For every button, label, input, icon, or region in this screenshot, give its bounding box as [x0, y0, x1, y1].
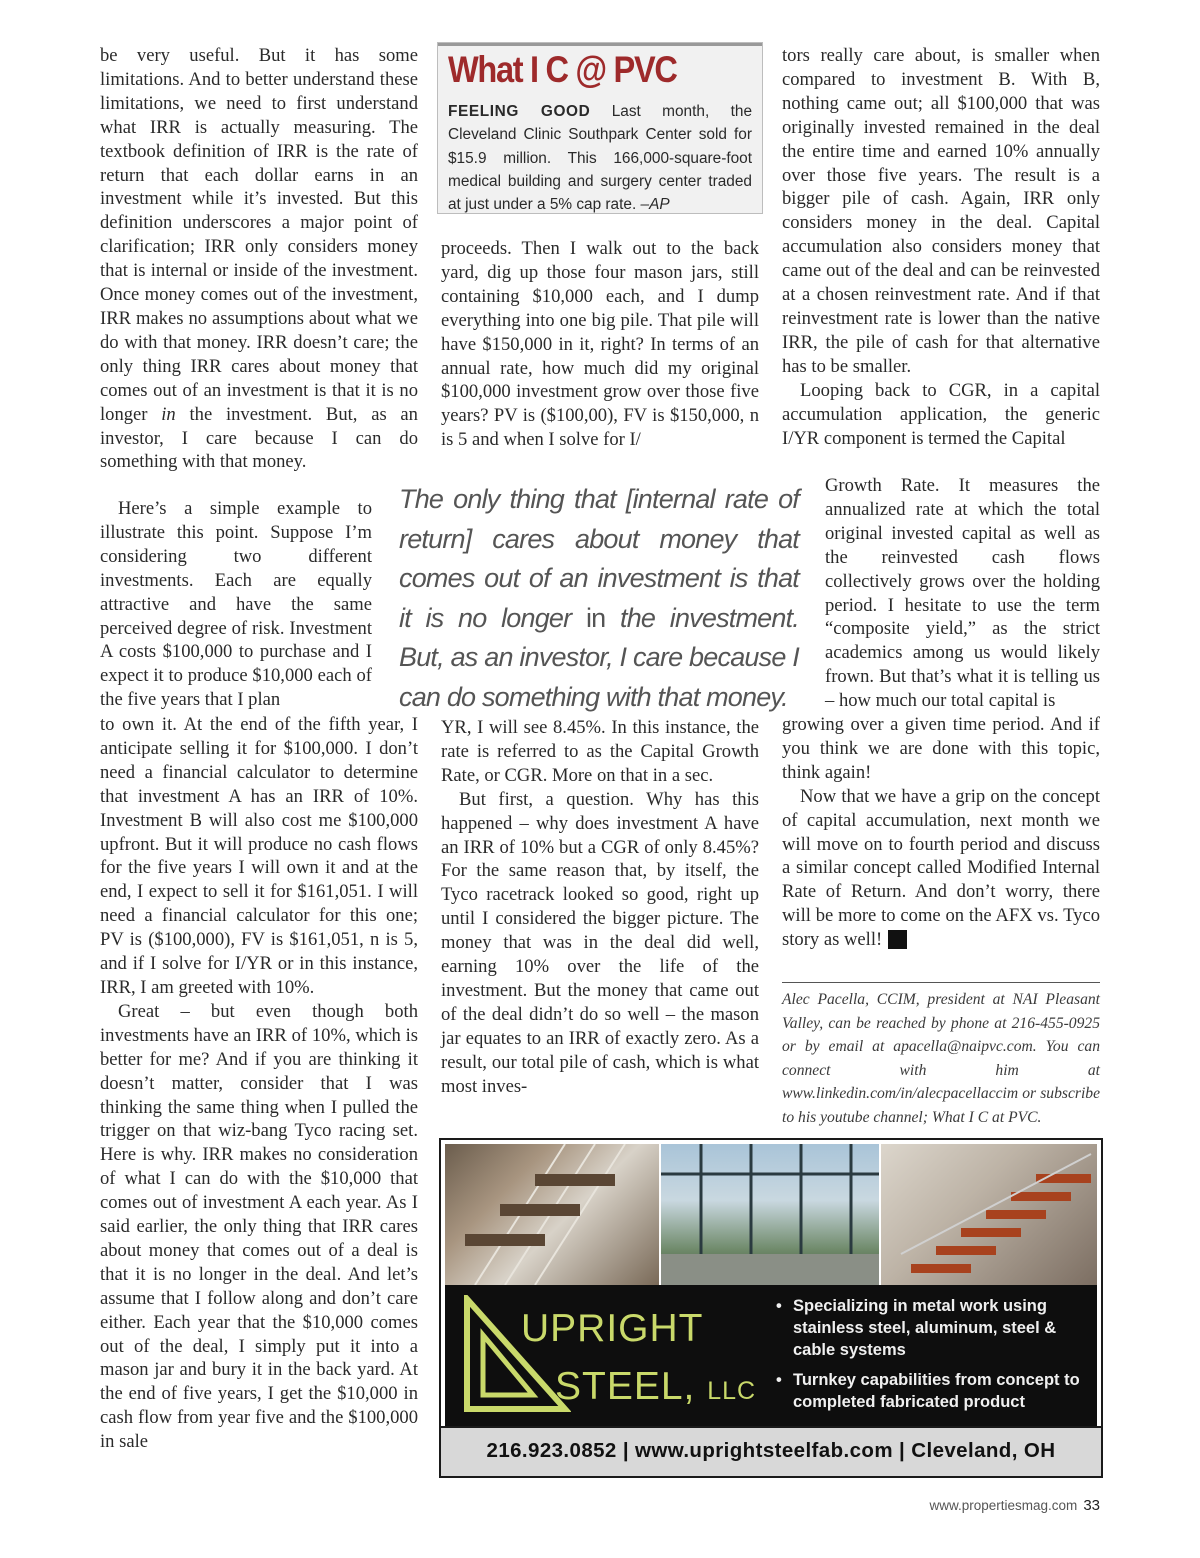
ad-logo-steel: STEEL, LLC	[555, 1365, 757, 1408]
body-paragraph: tors really care about, is smaller when compared to investment B. With B, nothing came out; all $100,000 that was originally invested remained in the deal the entire time and earned 10% annually over those five years. The result is a bigger pile of cash. Again, IRR only considers money in the deal. Capital accumulation also considers money that came out of the deal and can be reinvested at a chosen reinvestment rate. And if that reinvestment rate is lower than the native IRR, the pile of cash for that alternative has to be smaller.	[782, 45, 1100, 377]
body-paragraph: Growth Rate. It measures the annualized rate at which the total original invested capital as well as the reinvested cash flows collectively grows over the holding period. I hesitate to use the term “composite yield,” as the strict academics among us would likely frown. But that’s what it is telling us – how much our total capital is	[825, 475, 1100, 712]
article-column-2-top	[441, 237, 759, 452]
ad-contact-bar	[441, 1426, 1101, 1476]
end-mark-icon: P	[888, 930, 907, 949]
sidebar-lead: FEELING GOOD	[448, 103, 591, 120]
page-footer	[930, 1497, 1101, 1514]
body-paragraph: growing over a given time period. And if you think we are done with this topic, think again!	[782, 714, 1100, 783]
article-column-3-top	[782, 44, 1100, 450]
ad-bullet: • Specializing in metal work using stainless steel, aluminum, steel & cable systems	[773, 1295, 1089, 1361]
body-paragraph: be very useful. But it has some limitations. And to better understand these limitations, we need to first understand what IRR is actually measuring. The textbook definition of IRR is the rate of return that each dollar earns in an investment while it’s invested. But this definition underscores a major point of clarification; IRR only considers money that is internal or inside of the investment. Once money comes out of the investment, IRR makes no assumptions about what we do with that money. IRR doesn’t care; the only thing IRR cares about money that comes out of an investment is that it is no longer in the investment. But, as an investor, I care because I can do something with that money.	[100, 45, 418, 473]
sidebar-text: Last month, the Cleveland Clinic Southpark Center sold for $15.9 million. This 166,000-square-foot medical building and surgery center traded at just under a 5% cap rate.	[448, 103, 753, 214]
pull-quote: The only thing that [internal rate of return] cares about money that comes out of an investment is that it is no longer in the investment. But, as an investor, I care because I can do something with that money.	[399, 484, 800, 712]
article-column-1-bottom	[100, 713, 418, 1454]
stair-rail-icon	[445, 1144, 659, 1285]
sidebar-box	[437, 42, 763, 214]
body-paragraph: Looping back to CGR, in a capital accumulation application, the generic I/YR component is termed the Capital	[782, 379, 1100, 449]
ad-logo-upright: UPRIGHT	[521, 1307, 704, 1350]
author-bio: Alec Pacella, CCIM, president at NAI Pleasant Valley, can be reached by phone at 216-455-0925 or by email at apacella@naipvc.com. You can connect with him at www.linkedin.com/in/alecpacellaccim or subscribe to his youtube channel; What I C at PVC.	[782, 991, 1100, 1126]
sidebar-body	[448, 100, 752, 216]
body-paragraph: Now that we have a grip on the concept of capital accumulation, next month we will move on to fourth period and discuss a similar concept called Modified Internal Rate of Return. And don’t worry, there will be more to come on the AFX vs. Tyco story as well! P	[782, 785, 1100, 951]
ad-contact-text[interactable]: 216.923.0852 | www.uprightsteelfab.com | Cleveland, OH	[486, 1439, 1056, 1462]
body-paragraph: to own it. At the end of the fifth year, I anticipate selling it for $100,000. I don’t need a financial calculator to determine that investment A has an IRR of 10%. Investment B will also cost me $100,000 upfront. But it will produce no cash flows for the five years I will own it and at the end, I expect to sell it for $161,051. I will need a financial calculator for this one; PV is ($100,000), FV is $161,051, n is 5, and if I solve for I/YR or in this instance, IRR, I am greeted with 10%.	[100, 714, 418, 998]
ad-bullet-list	[773, 1295, 1089, 1421]
ad-info-panel	[445, 1285, 1097, 1428]
sidebar-title: What I C @ PVC	[448, 49, 677, 90]
body-paragraph: proceeds. Then I walk out to the back yard, dig up those four mason jars, still containing $10,000 each, and I dump everything into one big pile. That pile will have $150,000 in it, right? In terms of an annual rate, how much did my original $100,000 investment grow over those five years? PV is ($100,00), FV is $150,000, n is 5 and when I solve for I/	[441, 238, 759, 451]
sidebar-credit: –AP	[640, 196, 670, 214]
bio-divider	[782, 982, 1100, 983]
red-steps-icon	[881, 1144, 1097, 1285]
article-column-3-middle	[825, 474, 1100, 713]
sidebar-top-bar	[438, 43, 762, 46]
ad-bullet: • Turnkey capabilities from concept to completed fabricated product	[773, 1369, 1089, 1413]
stair-photo-image	[445, 1144, 659, 1285]
window-frame-icon	[661, 1144, 879, 1285]
article-column-3-bottom	[782, 713, 1100, 952]
page-number: 33	[1083, 1497, 1100, 1514]
body-paragraph: Great – but even though both investments have an IRR of 10%, which is better for me? And if you are thinking it doesn’t matter, consider that I was thinking the same thing when I pulled the trigger on that wiz-bang Tyco racing set. Here is why. IRR makes no consideration of what I can do with the $10,000 that comes out of investment A each year. As I said earlier, the only thing that IRR cares about money that comes out of a deal is that it is no longer in the deal. And let’s assume that I follow along and don’t care either. Each year that the $10,000 comes out of the deal, I simply put it into a mason jar and bury it in the back yard. At the end of five years, I get the $10,000 in cash flow from year five and the $100,000 in sale	[100, 1000, 418, 1453]
body-paragraph: But first, a question. Why has this happened – why does investment A have an IRR of 10% but a CGR of only 8.45%? For the same reason that, by itself, the Tyco racetrack looked so good, right up until I considered the bigger picture. The money that was in the deal did well, earning 10% over the life of the investment. But the money that came out of the deal didn’t do so well – the mason jar equates to an IRR of exactly zero. As a result, our total pile of cash, which is what most inves-	[441, 788, 759, 1097]
upright-steel-ad[interactable]	[439, 1138, 1103, 1478]
glass-atrium-image	[661, 1144, 879, 1285]
article-column-2-bottom	[441, 716, 759, 1099]
red-stair-image	[881, 1144, 1097, 1285]
footer-site[interactable]: www.propertiesmag.com	[929, 1498, 1078, 1513]
article-column-1-middle	[100, 497, 372, 712]
article-column-1-top	[100, 44, 418, 474]
body-paragraph: YR, I will see 8.45%. In this instance, the rate is referred to as the Capital Growth Rate, or CGR. More on that in a sec.	[441, 717, 759, 786]
body-paragraph: Here’s a simple example to illustrate this point. Suppose I’m considering two different investments. Each are equally attractive and have the same perceived degree of risk. Investment A costs $100,000 to purchase and I expect it to produce $10,000 each of the five years that I plan	[100, 498, 372, 711]
